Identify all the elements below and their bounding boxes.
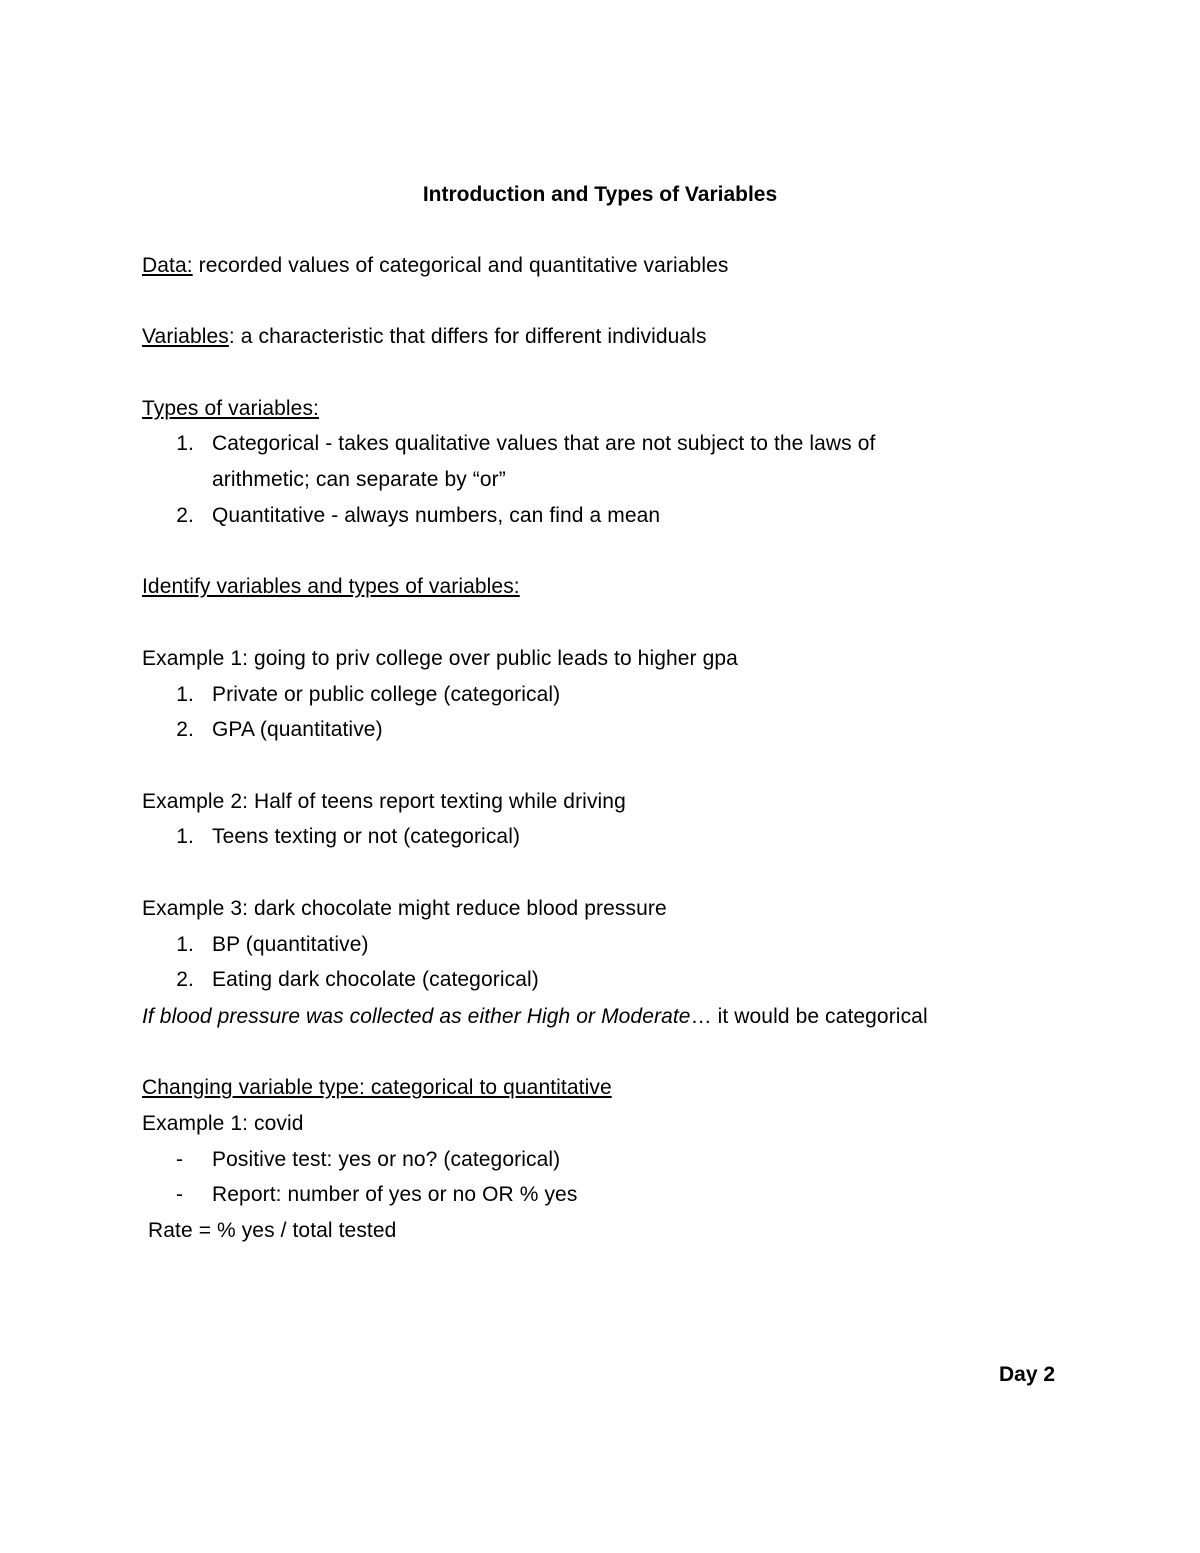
list-text: BP (quantitative)	[212, 933, 369, 956]
note-text: … it would be categorical	[690, 1005, 928, 1028]
list-text: GPA (quantitative)	[212, 718, 383, 741]
list-number: 1.	[176, 825, 194, 848]
data-term: Data:	[142, 254, 193, 277]
variables-definition	[142, 324, 707, 350]
list-number: 1.	[176, 432, 194, 455]
data-definition-text: recorded values of categorical and quantitative variables	[192, 254, 729, 277]
changing-heading: Changing variable type: categorical to quantitative	[142, 1076, 612, 1099]
variables-definition-text: : a characteristic that differs for different individuals	[228, 325, 707, 348]
list-number: 2.	[176, 718, 194, 741]
list-text: Teens texting or not (categorical)	[212, 825, 521, 848]
bullet-mark: -	[176, 1148, 184, 1171]
list-text: Categorical - takes qualitative values that are not subject to the laws of	[212, 432, 876, 455]
list-number: 1.	[176, 933, 194, 956]
page-footer: Day 2	[999, 1363, 1056, 1386]
list-text: Eating dark chocolate (categorical)	[212, 968, 539, 991]
rate-formula: Rate = % yes / total tested	[148, 1219, 397, 1242]
bullet-mark: -	[176, 1183, 184, 1206]
example-note	[142, 1004, 928, 1030]
bullet-text: Positive test: yes or no? (categorical)	[212, 1148, 561, 1171]
document-title: Introduction and Types of Variables	[422, 183, 778, 206]
example-heading: Example 2: Half of teens report texting while driving	[142, 790, 626, 813]
list-number: 2.	[176, 968, 194, 991]
example-heading: Example 1: going to priv college over public leads to higher gpa	[142, 647, 738, 670]
example-heading: Example 3: dark chocolate might reduce blood pressure	[142, 897, 667, 920]
list-text: Quantitative - always numbers, can find a mean	[212, 504, 661, 527]
types-heading: Types of variables:	[142, 397, 319, 420]
data-definition	[142, 253, 729, 279]
list-number: 1.	[176, 683, 194, 706]
note-italic-text: If blood pressure was collected as either High or Moderate	[142, 1005, 691, 1028]
variables-term: Variables	[142, 325, 229, 348]
list-number: 2.	[176, 504, 194, 527]
list-text: Private or public college (categorical)	[212, 683, 561, 706]
list-item-continuation: arithmetic; can separate by “or”	[212, 468, 506, 491]
bullet-text: Report: number of yes or no OR % yes	[212, 1183, 578, 1206]
changing-example: Example 1: covid	[142, 1112, 304, 1135]
identify-heading: Identify variables and types of variables:	[142, 575, 520, 598]
